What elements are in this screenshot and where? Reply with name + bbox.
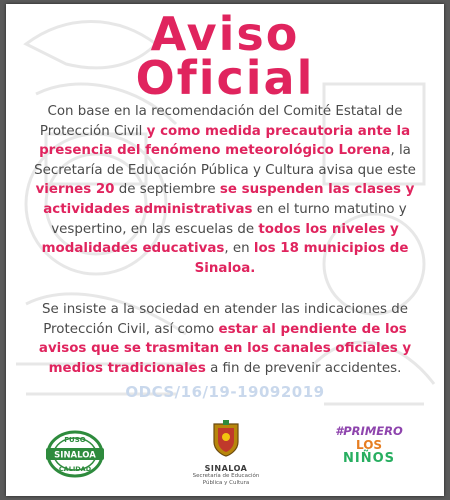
page-title-line2: Oficial bbox=[135, 51, 315, 105]
paragraph-highlight: y como medida precautoria ante la presencia del fenómeno meteorológico Lorena bbox=[39, 123, 411, 159]
paragraph-text: Con base en la recomendación del Comité Estatal de Protección Civil bbox=[39, 104, 403, 139]
fuso-badge-icon bbox=[44, 428, 106, 480]
sinaloa-sepyc-logo bbox=[176, 420, 276, 492]
paragraph-highlight: se suspenden las clases y actividades administrativas bbox=[43, 182, 415, 217]
paragraph-highlight: todos los niveles y modalidades educativas bbox=[41, 221, 399, 257]
footer-logos bbox=[6, 416, 444, 496]
primero-los-ninos-logo bbox=[334, 424, 404, 482]
notice-paragraph-2 bbox=[28, 300, 422, 378]
paragraph-text: de septiembre bbox=[114, 182, 220, 198]
sinaloa-logo-subtitle-1: Secretaría de Educación bbox=[192, 473, 260, 479]
paragraph-highlight: viernes 20 bbox=[35, 182, 115, 198]
paragraph-text: a fin de prevenir accidentes. bbox=[205, 360, 402, 376]
notice-paragraph-1 bbox=[28, 102, 422, 278]
fuso-sinaloa-logo bbox=[44, 428, 106, 480]
sinaloa-logo-subtitle-2: Pública y Cultura bbox=[202, 479, 250, 486]
fuso-middle-text: SINALOA bbox=[54, 450, 96, 461]
notice-card bbox=[6, 4, 444, 496]
reference-code: ODCS/16/19-19092019 bbox=[125, 383, 325, 401]
primero-los: LOS bbox=[355, 438, 383, 452]
paragraph-text: , la Secretaría de Educación Pública y Cultura avisa que este bbox=[34, 143, 416, 178]
fuso-top-text: FUSO bbox=[64, 436, 86, 444]
ninos-text: NIÑOS bbox=[342, 451, 395, 466]
fuso-bottom-text: CALIDAD bbox=[58, 465, 92, 473]
paragraph-text: Se insiste a la sociedad en atender las indicaciones de Protección Civil, así como bbox=[41, 302, 408, 337]
paragraph-highlight: los 18 municipios de Sinaloa. bbox=[194, 241, 409, 276]
primero-hashtag: #PRIMERO bbox=[335, 424, 403, 438]
paragraph-highlight: estar al pendiente de los avisos que se trasmitan en los canales oficiales y medios tradicionales bbox=[38, 321, 412, 376]
paragraph-text: en el turno matutino y vespertino, en las escuelas de bbox=[51, 201, 407, 237]
paragraph-text: , en bbox=[224, 241, 254, 257]
page-title-line1: Aviso bbox=[150, 7, 300, 61]
sinaloa-logo-name: SINALOA bbox=[204, 464, 248, 473]
sinaloa-shield-icon bbox=[210, 420, 242, 458]
primero-ninos bbox=[334, 452, 404, 466]
